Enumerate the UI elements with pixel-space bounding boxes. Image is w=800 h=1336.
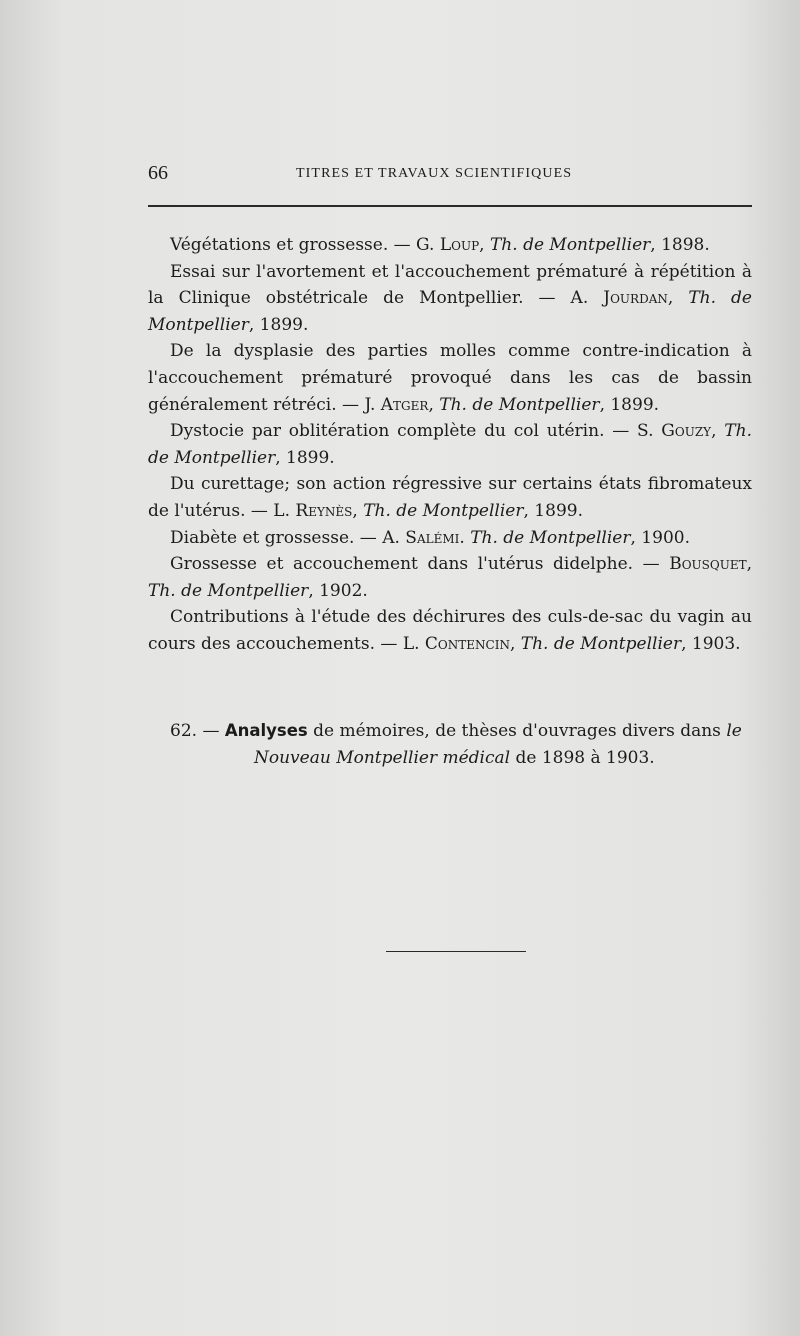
entry-separator: ,	[479, 235, 490, 255]
entry-venue: Th. de Montpellier	[520, 633, 682, 654]
page-number: 66	[148, 162, 168, 184]
entry-separator: ,	[352, 500, 364, 521]
bibliography-entry	[148, 259, 752, 339]
entry-title: Grossesse et accouchement dans l'utérus didelphe. —	[170, 554, 670, 575]
bibliography-entry	[148, 338, 752, 418]
bibliography-list	[148, 232, 752, 658]
bibliography-entry	[148, 525, 752, 552]
entry-year: , 1899.	[523, 500, 583, 521]
entry-author: Loup	[439, 235, 480, 255]
entry-venue: Th. de Montpellier	[148, 580, 309, 601]
section-heading-line	[170, 718, 752, 745]
entry-author: Contencin	[424, 633, 510, 654]
entry-title: Essai sur l'avortement et l'accouchement prématuré à répétition à la Clinique obstétricale de Montpellier. — A.	[148, 261, 752, 309]
entry-year: , 1903.	[681, 633, 741, 654]
entry-separator: ,	[509, 633, 521, 654]
bibliography-entry	[148, 418, 752, 471]
entry-venue: Th. de Montpellier	[148, 421, 752, 468]
section-62	[170, 718, 752, 771]
bibliography-entry	[148, 232, 752, 259]
running-title: TITRES ET TRAVAUX SCIENTIFIQUES	[296, 166, 573, 181]
end-rule	[386, 951, 526, 952]
entry-title: De la dysplasie des parties molles comme contre-indication à l'accouchement prématuré provoqué dans les cas de bassin généralement rétréci. — J.	[148, 341, 752, 415]
running-head	[148, 162, 752, 186]
entry-venue: Th. de Montpellier	[439, 394, 600, 415]
entry-venue: Th. de Montpellier	[148, 288, 752, 335]
entry-separator: .	[459, 527, 471, 548]
entry-author: Reynès	[295, 500, 353, 521]
entry-author: Atger	[380, 394, 429, 415]
entry-year: , 1900.	[630, 527, 690, 548]
section-text: de mémoires, de thèses d'ouvrages divers dans	[307, 721, 727, 741]
entry-title: Diabète et grossesse. — A.	[170, 527, 406, 548]
bibliography-entry	[148, 471, 752, 524]
entry-venue: Th. de Montpellier	[363, 500, 524, 521]
section-journal-name: Nouveau Montpellier médical	[254, 747, 511, 768]
header-rule	[148, 205, 752, 207]
entry-author: Gouzy	[661, 421, 712, 442]
section-number: 62. —	[170, 721, 225, 741]
entry-venue: Th. de Montpellier	[470, 527, 631, 548]
entry-author: Jourdan	[603, 288, 668, 309]
entry-separator: ,	[746, 554, 752, 575]
entry-venue: Th. de Montpellier	[489, 235, 651, 255]
entry-author: Salémi	[405, 527, 460, 548]
section-continuation-line	[254, 745, 752, 772]
section-text-end: de 1898 à 1903.	[510, 747, 655, 768]
entry-title: Contributions à l'étude des déchirures des culs-de-sac du vagin au cours des accouchements. — L.	[148, 607, 752, 654]
entry-separator: ,	[428, 394, 440, 415]
entry-author: Bousquet	[669, 554, 747, 575]
bibliography-entry	[148, 551, 752, 604]
entry-separator: ,	[667, 288, 689, 309]
entry-year: , 1899.	[599, 394, 660, 415]
entry-title: Du curettage; son action régressive sur certains états fibromateux de l'utérus. — L.	[148, 474, 752, 521]
bibliography-entry	[148, 604, 752, 657]
entry-year: , 1899.	[248, 314, 309, 335]
entry-year: , 1899.	[275, 447, 335, 468]
entry-separator: ,	[711, 421, 725, 442]
entry-year: , 1902.	[308, 580, 368, 601]
section-keyword: Analyses	[224, 721, 308, 740]
entry-title: Dystocie par oblitération complète du col utérin. — S.	[170, 421, 662, 442]
entry-year: , 1898.	[650, 235, 710, 255]
entry-title: Végétations et grossesse. — G.	[170, 235, 440, 255]
section-journal-article: le	[726, 721, 742, 741]
